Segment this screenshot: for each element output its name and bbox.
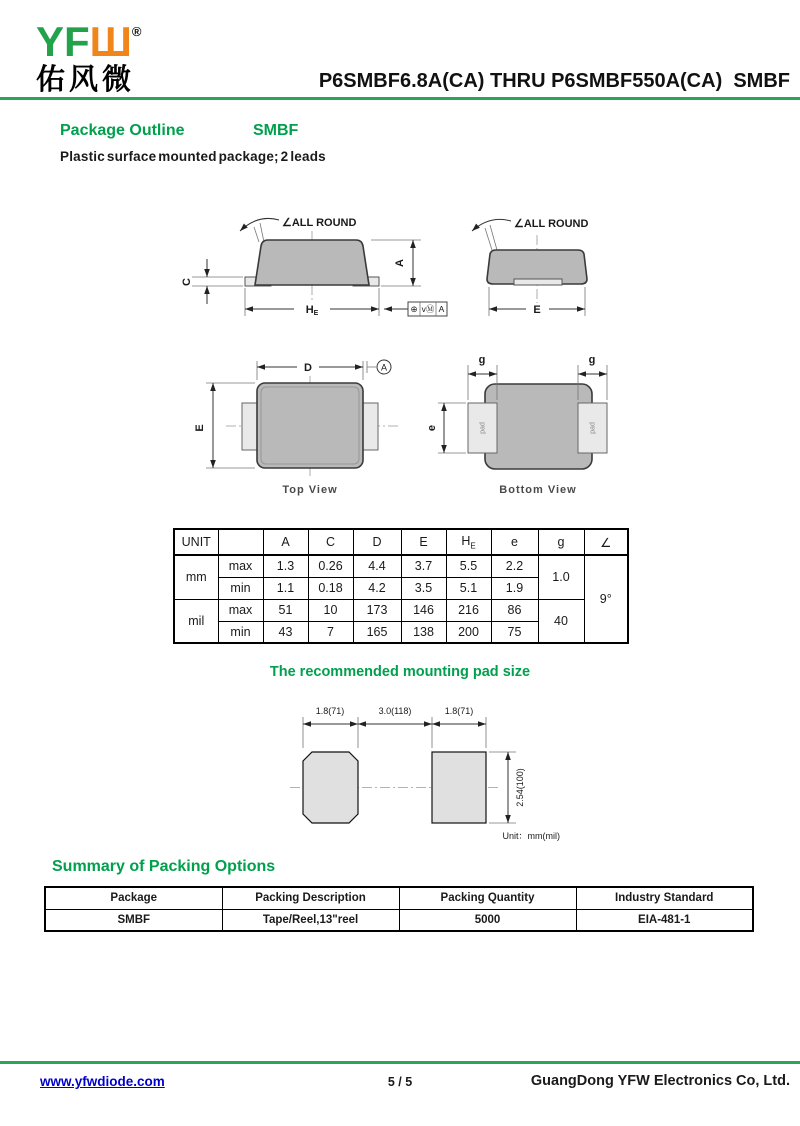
packing-description: Tape/Reel,13"reel — [222, 909, 399, 931]
unit-mm: mm — [174, 555, 218, 599]
header-divider — [0, 97, 800, 100]
packing-col-standard: Industry Standard — [576, 887, 753, 909]
datum-reference: A — [438, 304, 445, 314]
section-heading-mounting-pad: The recommended mounting pad size — [269, 664, 531, 680]
section-heading-packing: Summary of Packing Options — [52, 858, 276, 875]
top-view-body — [257, 383, 363, 468]
datum-tolerance: vⓂ — [421, 304, 435, 314]
dim-label-d: D — [304, 362, 312, 374]
packing-table — [44, 886, 754, 932]
g-mil: 40 — [538, 599, 584, 643]
col-blank — [218, 529, 263, 555]
logo-w-glyph: Ш — [89, 18, 132, 65]
unit-mil: mil — [174, 599, 218, 643]
dim-label-e-top: E — [194, 424, 206, 432]
footer — [0, 1072, 800, 1096]
col-e: E — [401, 529, 446, 555]
package-subtitle: Plastic surface mounted package; 2 leads — [60, 149, 326, 164]
left-pad-label: pad — [479, 422, 487, 434]
datum-a-label: A — [380, 362, 388, 373]
col-g: g — [538, 529, 584, 555]
packing-col-quantity: Packing Quantity — [399, 887, 576, 909]
packing-quantity: 5000 — [399, 909, 576, 931]
col-d: D — [353, 529, 401, 555]
all-round-label-end: ∠ALL ROUND — [514, 218, 589, 230]
bottom-view-label: Bottom View — [499, 484, 577, 496]
all-round-label: ∠ALL ROUND — [282, 217, 357, 229]
top-view-label: Top View — [282, 484, 338, 496]
company-logo — [36, 10, 141, 96]
pad-dim-right: 1.8(71) — [444, 706, 474, 716]
bottom-view-body — [485, 384, 592, 469]
packing-col-package: Package — [45, 887, 222, 909]
dim-label-g-left: g — [478, 354, 486, 366]
right-mounting-pad — [432, 752, 486, 823]
section-heading-package-outline: Package Outline — [60, 122, 185, 139]
company-name: GuangDong YFW Electronics Co, Ltd. — [530, 1073, 790, 1089]
document-title: P6SMBF6.8A(CA) THRU P6SMBF550A(CA) SMBF — [318, 70, 790, 92]
package-name: SMBF — [253, 122, 299, 139]
dim-label-a: A — [394, 259, 406, 267]
table-row-mm-max: mm max 1.3 0.26 4.4 3.7 5.5 2.2 1.0 9° — [174, 555, 628, 577]
left-mounting-pad — [303, 752, 358, 823]
g-mm: 1.0 — [538, 555, 584, 599]
pad-dim-gap: 3.0(118) — [378, 706, 412, 716]
col-angle: ∠ — [584, 529, 628, 555]
footer-divider — [0, 1061, 800, 1064]
pad-unit-note: Unit：mm(mil) — [502, 831, 560, 841]
col-c: C — [308, 529, 353, 555]
datum-position-symbol: ⊕ — [410, 304, 418, 314]
pad-dim-left: 1.8(71) — [315, 706, 345, 716]
packing-data-row — [45, 909, 753, 931]
dim-label-g-right: g — [588, 354, 596, 366]
table-row-mil-min: min 43 7 165 138 200 75 — [174, 621, 628, 643]
packing-header-row — [45, 887, 753, 909]
package-top-bottom-views — [0, 350, 800, 510]
col-a: A — [263, 529, 308, 555]
dimension-table-header-row — [174, 529, 628, 555]
col-e-small: e — [491, 529, 538, 555]
col-unit: UNIT — [174, 529, 218, 555]
dim-label-e-bottom: e — [426, 424, 438, 432]
website-link[interactable]: www.yfwdiode.com — [40, 1074, 165, 1089]
side-view-body — [255, 240, 369, 285]
package-side-end-views — [0, 195, 800, 345]
col-he: $H_E$ — [446, 529, 491, 555]
logo-yf-text: YF — [36, 18, 90, 65]
packing-package: SMBF — [45, 909, 222, 931]
dimension-table — [173, 528, 629, 644]
page-number: 5 / 5 — [387, 1075, 413, 1089]
pad-dim-height: 2.54(100) — [515, 768, 525, 807]
logo-chinese-name: 佑风微 — [36, 64, 136, 96]
packing-standard: EIA-481-1 — [576, 909, 753, 931]
dim-label-e-end: E — [533, 304, 541, 316]
packing-col-description: Packing Description — [222, 887, 399, 909]
dim-label-c: C — [181, 278, 193, 286]
all-round-arc — [240, 218, 279, 231]
mounting-pad-drawing — [0, 698, 800, 853]
table-row-mm-min: min 1.1 0.18 4.2 3.5 5.1 1.9 — [174, 577, 628, 599]
end-view-lead-seam — [514, 279, 562, 285]
table-row-mil-max: mil max 51 10 173 146 216 86 40 — [174, 599, 628, 621]
right-pad-label: pad — [589, 422, 597, 434]
angle-value: 9° — [584, 555, 628, 643]
dim-label-he: HE — [305, 304, 319, 317]
registered-mark-icon: ® — [131, 24, 142, 39]
